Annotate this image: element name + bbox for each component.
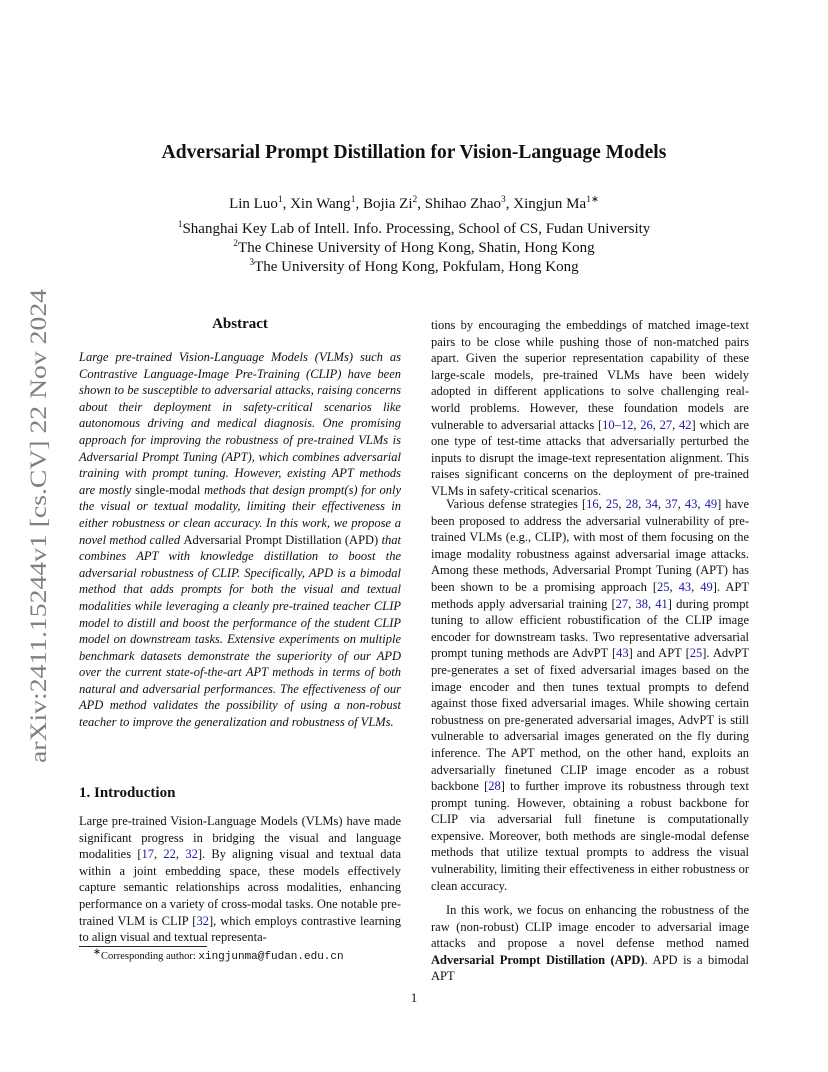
citation-link[interactable]: 17 xyxy=(141,847,155,862)
citation-link[interactable]: 49 xyxy=(704,497,718,511)
abstract-heading: Abstract xyxy=(212,316,268,332)
citation-link[interactable]: 28 xyxy=(625,497,639,511)
citation-link[interactable]: 16 xyxy=(586,497,599,511)
citation-link[interactable]: 43 xyxy=(616,646,629,661)
citation-link[interactable]: 26 xyxy=(640,417,653,432)
citation-link[interactable]: 43 xyxy=(684,497,698,511)
author-list: Lin Luo$^1$, Xin Wang$^1$, Bojia Zi$^2$, Shihao Zhao$^3$, Xingjun $Ma^{1∗}$ xyxy=(229,195,599,212)
introduction-paragraph: Large pre-trained Vision-Language Models (VLMs) have made significant progress in bridging the visual and language modalities [17, 22, 32]. By aligning visual and textual data within a joint embedding space, these models effectively capture semantic relationships across modalities, enhancing performance on a variety of cross-modal tasks. One notable pre-trained VLM is CLIP [32], which employs contrastive learning to align visual and textual representa- xyxy=(79,814,402,945)
abstract-body: Large pre-trained Vision-Language Models (VLMs) such as Contrastive Language-Image Pre-Training (CLIP) have been shown to be susceptible to adversarial attacks, raising concerns about their deployment in safety-critical scenarios like autonomous driving and medical diagnosis. One promising approach for improving the robustness of pre-trained VLMs is Adversarial Prompt Tuning (APT), which combines adversarial training with prompt tuning. However, existing APT methods are mostly single-modal methods that design prompt(s) for only the visual or textual modality, limiting their effectiveness in either robustness or clean accuracy. In this work, we propose a novel method called Adversarial Prompt Distillation (APD) that combines APT with knowledge distillation to boost the adversarial robustness of CLIP. Specifically, APD is a bimodal method that adds prompts for both the visual and textual modalities while leveraging a cleanly pre-trained teacher CLIP model to distill and boost the performance of the student CLIP model on downstream tasks. Extensive experiments on multiple benchmark datasets demonstrate the superiority of our APD over the current state-of-the-art APT methods in terms of both natural and adversarial performances. The effectiveness of our APD method validates the possibility of using a non-robust teacher to improve the generalization and robustness of VLMs. xyxy=(79,350,402,730)
citation-link[interactable]: 32 xyxy=(196,913,209,928)
author-email[interactable]: xingjunma@fudan.edu.cn xyxy=(198,951,344,963)
citation-link[interactable]: 12 xyxy=(620,417,634,432)
citation-link[interactable]: 25 xyxy=(657,579,670,594)
page-number: 1 xyxy=(410,990,418,1005)
section-heading-introduction: 1. Introduction xyxy=(79,785,176,801)
author-name: Lin Luo xyxy=(229,196,278,212)
citation-link[interactable]: 25 xyxy=(605,497,619,511)
introduction-paragraph: tions by encouraging the embeddings of matched image-text pairs to be close while pushing those of non-matched pairs apart. Given the superior representation capability of these large-scale models, pre-trained VLMs have been widely adopted in different applications to solve challenging real-world problems. However, these foundation models are vulnerable to adversarial attacks [10–12, 26, 27, 42] which are one type of test-time attacks that adversarially perturbed the inputs to disrupt the image-text representation alignment. This raises significant concerns on the deployment of pre-trained VLMs in safety-critical scenarios. xyxy=(431,318,750,498)
author-name: Bojia Zi xyxy=(362,196,413,212)
author-name: Xingjun Ma xyxy=(513,196,587,212)
citation-link[interactable]: 49 xyxy=(700,579,713,594)
author-name: Shihao Zhao xyxy=(424,196,502,212)
arxiv-identifier-text: arXiv:2411.15244v1 [cs.CV] 22 Nov 2024 xyxy=(26,369,51,763)
citation-link[interactable]: 28 xyxy=(488,779,501,794)
citation-link[interactable]: 38 xyxy=(635,596,648,611)
introduction-paragraph: In this work, we focus on enhancing the robustness of the raw (non-robust) CLIP image encoder to adversarial image attacks and propose a novel defense method named Adversarial Prompt Distillation (APD). APD is a bimodal APT xyxy=(431,903,750,984)
citation-link[interactable]: 27 xyxy=(659,417,673,432)
affiliation: $^2$The Chinese University of Hong Kong, Shatin, Hong Kong xyxy=(233,239,595,256)
citation-link[interactable]: 34 xyxy=(645,497,658,511)
citation-link[interactable]: 22 xyxy=(163,847,176,862)
corresponding-author-footnote: ∗Corresponding author: xingjunma@fudan.edu.cn xyxy=(93,947,344,963)
affiliation: $^3$The University of Hong Kong, Pokfulam, Hong Kong xyxy=(249,258,579,275)
citation-link[interactable]: 42 xyxy=(679,417,692,432)
author-name: Xin Wang xyxy=(290,196,351,212)
affiliation: $^1$Shanghai Key Lab of Intell. Info. Processing, School of CS, Fudan University xyxy=(177,220,651,237)
citation-link[interactable]: 25 xyxy=(689,646,703,661)
paper-title: Adversarial Prompt Distillation for Vision-Language Models xyxy=(161,142,667,163)
citation-link[interactable]: 10 xyxy=(602,417,615,432)
arxiv-identifier xyxy=(20,285,54,765)
citation-link[interactable]: 37 xyxy=(665,497,678,511)
citation-link[interactable]: 32 xyxy=(185,847,198,862)
citation-link[interactable]: 27 xyxy=(615,596,629,611)
citation-link[interactable]: 43 xyxy=(678,579,692,594)
citation-link[interactable]: 41 xyxy=(655,596,668,611)
introduction-paragraph: Various defense strategies [16, 25, 28, 34, 37, 43, 49] have been proposed to address the adversarial vulnerability of pre-trained VLMs (e.g., CLIP), with most of them focusing on the image modality robustness against adversarial image attacks. Among these methods, Adversarial Prompt Tuning (APT) has been shown to be a promising approach [25, 43, 49]. APT methods apply adversarial training [27, 38, 41] during prompt tuning to allow efficient robustification of the CLIP image encoder for downstream tasks. Two representative adversarial prompt tuning methods are AdvPT [43] and APT [25]. AdvPT pre-generates a set of fixed adversarial images based on the image encoder and then tunes textual prompts to defend against those fixed adversarial images. While showing certain robustness on pre-generated adversarial images, AdvPT is still vulnerable to adversarial images generated on the fly during inference. The APT method, on the other hand, exploits an adversarially finetuned CLIP image encoder as a robust backbone [28] to further improve its robustness through text prompt tuning. However, obtaining a robust backbone for CLIP via adversarial full finetune is computationally expensive. Moreover, both methods are single-modal defense methods that utilize textual prompts to address the visual vulnerability, limiting their effectiveness in either robustness or clean accuracy. xyxy=(431,497,750,893)
